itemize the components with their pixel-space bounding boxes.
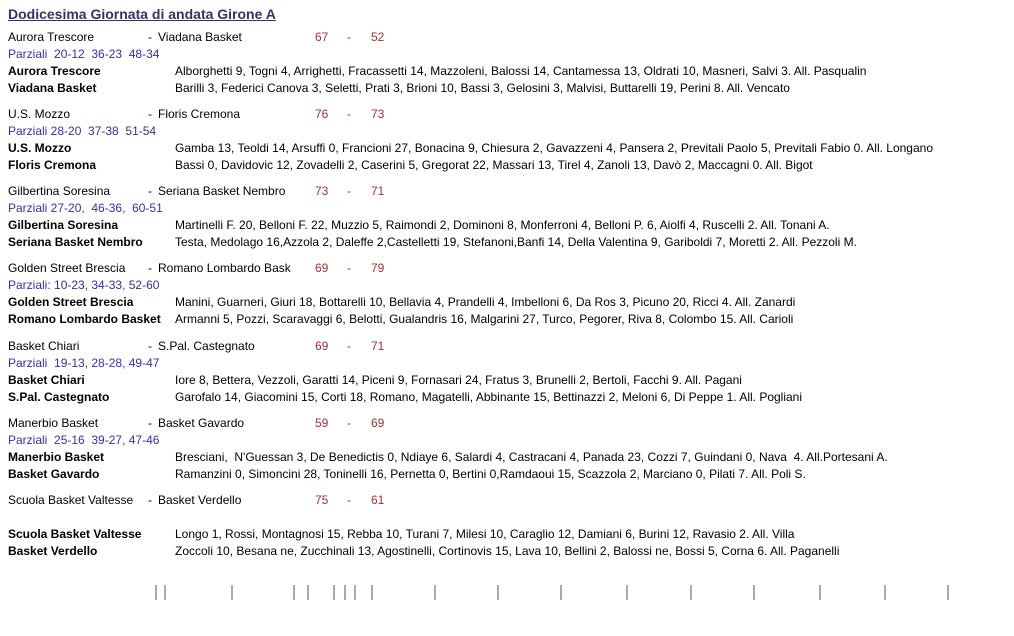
away-score: 73 — [371, 107, 385, 121]
home-roster-line — [8, 140, 1014, 157]
team-separator-dash: - — [148, 339, 152, 353]
away-roster: Barilli 3, Federici Canova 3, Seletti, Prati 3, Brioni 10, Bassi 3, Gelosini 3, Malvisi, Buttarelli 19, Perini 8. All. Vencato — [175, 81, 790, 95]
away-team-label: Basket Gavardo — [8, 467, 100, 481]
match-result-block — [8, 106, 1014, 174]
home-team-name: Manerbio Basket — [8, 416, 99, 430]
score-dash: - — [347, 261, 351, 275]
match-header-line — [8, 260, 1014, 277]
away-team-name: Floris Cremona — [158, 107, 241, 121]
away-score: 61 — [371, 493, 385, 507]
home-roster: Alborghetti 9, Togni 4, Arrighetti, Fracassetti 14, Mazzoleni, Balossi 14, Cantamessa 13, Oldrati 10, Masneri, Salvi 3. All. Pasqualin — [175, 64, 867, 78]
home-team-label: U.S. Mozzo — [8, 141, 72, 155]
away-roster-line — [8, 80, 1014, 97]
home-score: 69 — [315, 261, 329, 275]
away-team-label: Floris Cremona — [8, 158, 97, 172]
away-roster: Testa, Medolago 16,Azzola 2, Daleffe 2,Castelletti 19, Stefanoni,Banfi 14, Della Valentina 9, Gariboldi 7, Moretti 2. All. Pezzoli M. — [175, 235, 857, 249]
home-score: 75 — [315, 493, 329, 507]
away-team-name: Basket Gavardo — [158, 416, 245, 430]
quarter-partials: Parziali 19-13, 28-28, 49-47 — [8, 356, 160, 370]
match-score — [315, 29, 384, 46]
away-team-name: Basket Verdello — [158, 493, 242, 507]
score-dash: - — [347, 493, 351, 507]
footer-ticks — [0, 585, 1014, 600]
home-team-name: U.S. Mozzo — [8, 107, 71, 121]
home-score: 73 — [315, 184, 329, 198]
table-cell-divider — [947, 585, 949, 600]
match-result-block — [8, 29, 1014, 97]
home-roster-line — [8, 526, 1014, 543]
match-score — [315, 415, 384, 432]
home-team-label: Manerbio Basket — [8, 450, 105, 464]
home-team-label: Scuola Basket Valtesse — [8, 527, 142, 541]
match-header-line — [8, 183, 1014, 200]
home-score: 76 — [315, 107, 329, 121]
home-roster: Bresciani, N'Guessan 3, De Benedictis 0, Ndiaye 6, Salardi 4, Castracani 4, Panada 23, Cozzi 7, Guindani 0, Nava 4. All.Portesani A. — [175, 450, 888, 464]
page-title[interactable]: Dodicesima Giornata di andata Girone A — [8, 6, 276, 22]
away-score: 71 — [371, 339, 385, 353]
home-roster-line — [8, 63, 1014, 80]
table-cell-divider — [434, 585, 436, 600]
quarter-partials: Parziali 28-20 37-38 51-54 — [8, 124, 157, 138]
table-cell-divider — [354, 585, 356, 600]
away-roster: Garofalo 14, Giacomini 15, Corti 18, Romano, Magatelli, Abbinante 15, Bettinazzi 2, Meloni 6, Di Peppe 1. All. Pogliani — [175, 390, 803, 404]
team-separator-dash: - — [148, 30, 152, 44]
table-cell-divider — [293, 585, 295, 600]
home-team-name: Golden Street Brescia — [8, 261, 126, 275]
match-header-line — [8, 29, 1014, 46]
away-score: 69 — [371, 416, 385, 430]
away-roster-line — [8, 234, 1014, 251]
away-score: 71 — [371, 184, 385, 198]
quarter-partials: Parziali 25-16 39-27, 47-46 — [8, 433, 160, 447]
table-cell-divider — [307, 585, 309, 600]
table-cell-divider — [753, 585, 755, 600]
match-header-line — [8, 106, 1014, 123]
away-roster: Ramanzini 0, Simoncini 28, Toninelli 16, Pernetta 0, Bertini 0,Ramdaoui 15, Scazzola 2, Marciano 0, Pilati 7. All. Poli S. — [175, 467, 806, 481]
quarter-partials: Parziali 20-12 36-23 48-34 — [8, 47, 160, 61]
table-cell-divider — [560, 585, 562, 600]
match-score — [315, 492, 384, 509]
away-team-label: Basket Verdello — [8, 544, 98, 558]
away-roster-line — [8, 543, 1014, 560]
home-team-label: Aurora Trescore — [8, 64, 101, 78]
away-team-name: Seriana Basket Nembro — [158, 184, 286, 198]
away-team-label: Seriana Basket Nembro — [8, 235, 143, 249]
results-list — [8, 29, 1014, 560]
match-result-block — [8, 338, 1014, 406]
home-team-name: Scuola Basket Valtesse — [8, 493, 134, 507]
match-result-block — [8, 260, 1014, 328]
home-roster-line — [8, 294, 1014, 311]
match-score — [315, 183, 384, 200]
home-team-label: Golden Street Brescia — [8, 295, 134, 309]
team-separator-dash: - — [148, 416, 152, 430]
home-roster-line — [8, 217, 1014, 234]
team-separator-dash: - — [148, 493, 152, 507]
match-header-line — [8, 415, 1014, 432]
table-cell-divider — [231, 585, 233, 600]
team-separator-dash: - — [148, 261, 152, 275]
table-cell-divider — [884, 585, 886, 600]
match-result-block — [8, 183, 1014, 251]
team-separator-dash: - — [148, 107, 152, 121]
match-result-block — [8, 492, 1014, 560]
home-roster: Manini, Guarneri, Giuri 18, Bottarelli 10, Bellavia 4, Prandelli 4, Imbelloni 6, Da Ros 3, Picuno 20, Ricci 4. All. Zanardi — [175, 295, 796, 309]
home-roster: Iore 8, Bettera, Vezzoli, Garatti 14, Piceni 9, Fornasari 24, Fratus 3, Brunelli 2, Bertoli, Facchi 9. All. Pagani — [175, 373, 742, 387]
away-team-label: Romano Lombardo Basket — [8, 312, 161, 326]
home-team-name: Basket Chiari — [8, 339, 80, 353]
home-team-name: Gilbertina Soresina — [8, 184, 111, 198]
away-team-name: Romano Lombardo Bask — [158, 261, 291, 275]
table-cell-divider — [333, 585, 335, 600]
away-roster-line — [8, 389, 1014, 406]
score-dash: - — [347, 416, 351, 430]
quarter-partials: Parziali 27-20, 46-36, 60-51 — [8, 201, 163, 215]
table-cell-divider — [371, 585, 373, 600]
away-roster-line — [8, 157, 1014, 174]
away-roster: Zoccoli 10, Besana ne, Zucchinali 13, Agostinelli, Cortinovis 15, Lava 10, Bellini 2, Balossi ne, Bossi 5, Corna 6. All. Paganelli — [175, 544, 840, 558]
away-roster-line — [8, 466, 1014, 483]
match-header-line — [8, 338, 1014, 355]
home-score: 69 — [315, 339, 329, 353]
away-score: 52 — [371, 30, 385, 44]
table-cell-divider — [626, 585, 628, 600]
table-cell-divider — [164, 585, 166, 600]
away-team-name: S.Pal. Castegnato — [158, 339, 255, 353]
home-team-label: Gilbertina Soresina — [8, 218, 119, 232]
home-score: 59 — [315, 416, 329, 430]
score-dash: - — [347, 184, 351, 198]
home-team-label: Basket Chiari — [8, 373, 85, 387]
score-dash: - — [347, 339, 351, 353]
away-score: 79 — [371, 261, 385, 275]
home-score: 67 — [315, 30, 329, 44]
table-cell-divider — [819, 585, 821, 600]
home-roster-line — [8, 372, 1014, 389]
table-cell-divider — [344, 585, 346, 600]
team-separator-dash: - — [148, 184, 152, 198]
table-cell-divider — [690, 585, 692, 600]
away-roster-line — [8, 311, 1014, 328]
match-score — [315, 338, 384, 355]
score-dash: - — [347, 30, 351, 44]
quarter-partials: Parziali: 10-23, 34-33, 52-60 — [8, 278, 160, 292]
home-roster-line — [8, 449, 1014, 466]
match-score — [315, 260, 384, 277]
table-cell-divider — [497, 585, 499, 600]
score-dash: - — [347, 107, 351, 121]
away-roster: Armanni 5, Pozzi, Scaravaggi 6, Belotti, Gualandris 16, Malgarini 27, Turco, Pegorer, Riva 8, Colombo 15. All. Carioli — [175, 312, 794, 326]
home-roster: Gamba 13, Teoldi 14, Arsuffi 0, Francioni 27, Bonacina 9, Chiesura 2, Gavazzeni 4, Pansera 2, Previtali Paolo 5, Previtali Fabio 0. All. Longano — [175, 141, 933, 155]
match-score — [315, 106, 384, 123]
away-team-label: S.Pal. Castegnato — [8, 390, 110, 404]
quarter-partials — [8, 509, 1014, 526]
away-roster: Bassi 0, Davidovic 12, Zovadelli 2, Caserini 5, Gregorat 22, Massari 13, Tirel 4, Zanoli 13, Davò 2, Maccagni 0. All. Bigot — [175, 158, 813, 172]
home-roster: Longo 1, Rossi, Montagnosi 15, Rebba 10, Turani 7, Milesi 10, Caraglio 12, Damiani 6, Burini 12, Ravasio 2. All. Villa — [175, 527, 795, 541]
home-roster: Martinelli F. 20, Belloni F. 22, Muzzio 5, Raimondi 2, Dominoni 8, Monferroni 4, Belloni P. 6, Aiolfi 4, Ruscelli 2. All. Tonani A. — [175, 218, 830, 232]
table-cell-divider — [155, 585, 157, 600]
match-header-line — [8, 492, 1014, 509]
home-team-name: Aurora Trescore — [8, 30, 95, 44]
away-team-label: Viadana Basket — [8, 81, 97, 95]
away-team-name: Viadana Basket — [158, 30, 242, 44]
match-result-block — [8, 415, 1014, 483]
